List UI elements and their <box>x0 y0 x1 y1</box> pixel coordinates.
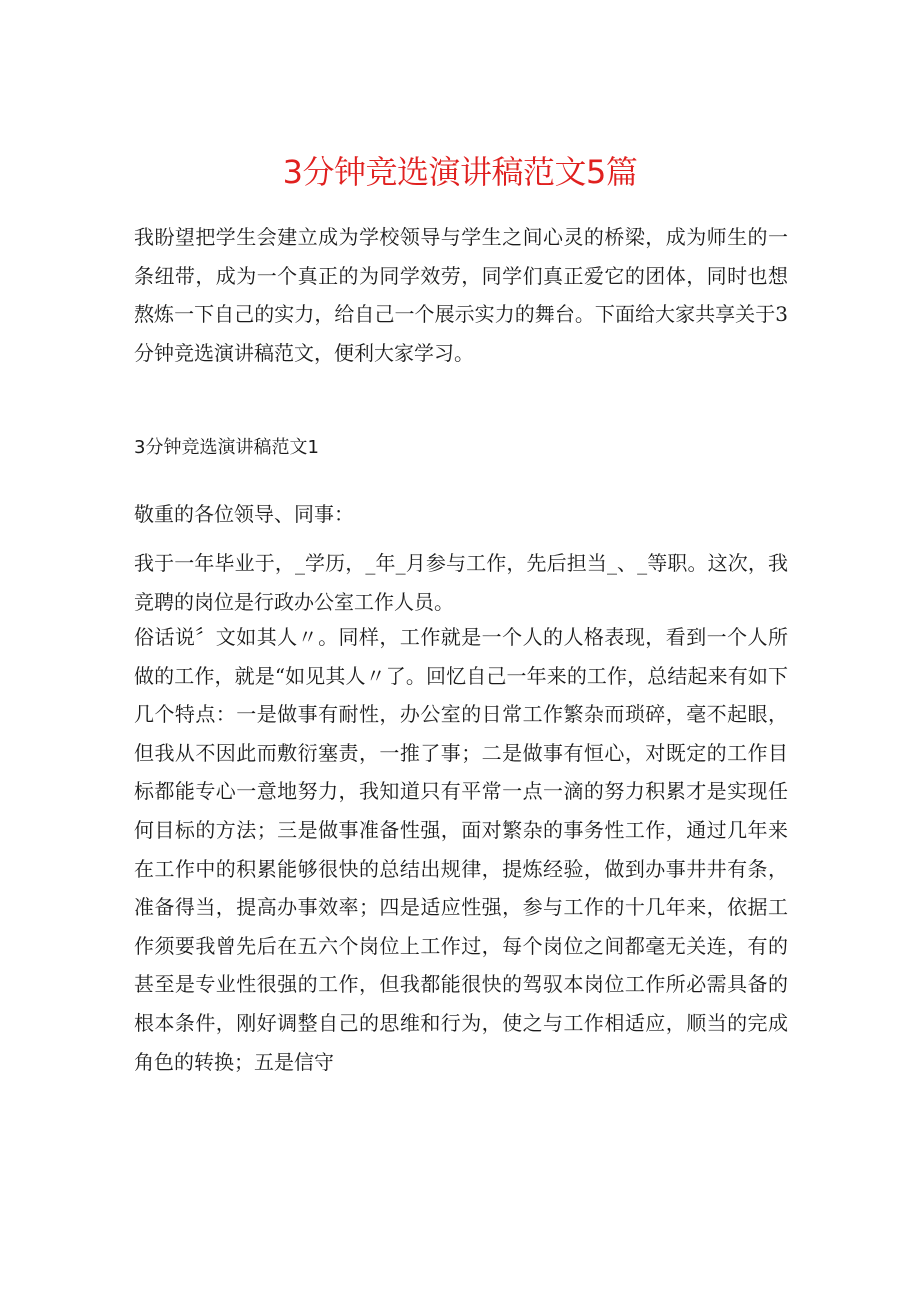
body-paragraph: 俗话说〞文如其人〃。同样，工作就是一个人的人格表现，看到一个人所做的工作，就是“如见其人〃了。回忆自己一年来的工作，总结起来有如下几个特点：一是做事有耐性，办公室的日常工作繁杂而琐碎，毫不起眼，但我从不因此而敷衍塞责，一推了事；二是做事有恒心，对既定的工作目标都能专心一意地努力，我知道只有平常一点一滴的努力积累才是实现任何目标的方法；三是做事准备性强，面对繁杂的事务性工作，通过几年来在工作中的积累能够很快的总结出规律，提炼经验，做到办事井井有条，准备得当，提高办事效率；四是适应性强，参与工作的十几年来，依据工作须要我曾先后在五六个岗位上工作过，每个岗位之间都毫无关连，有的甚至是专业性很强的工作，但我都能很快的驾驭本岗位工作所必需具备的根本条件，刚好调整自己的思维和行为，使之与工作相适应，顺当的完成角色的转换；五是信守 <box>134 625 788 1074</box>
document-title: 3分钟竞选演讲稿范文5篇 <box>282 153 638 191</box>
section-heading: 3分钟竞选演讲稿范文1 <box>134 437 319 458</box>
salutation: 敬重的各位领导、同事： <box>134 502 354 526</box>
intro-paragraph: 我盼望把学生会建立成为学校领导与学生之间心灵的桥梁，成为师生的一条纽带，成为一个真正的为同学效劳，同学们真正爱它的团体，同时也想熬炼一下自己的实力，给自己一个展示实力的舞台。下面给大家共享关于3分钟竞选演讲稿范文，便利大家学习。 <box>134 225 788 365</box>
body-paragraph: 我于一年毕业于，_学历，_年_月参与工作，先后担当_、_等职。这次，我竞聘的岗位是行政办公室工作人员。 <box>134 551 788 614</box>
